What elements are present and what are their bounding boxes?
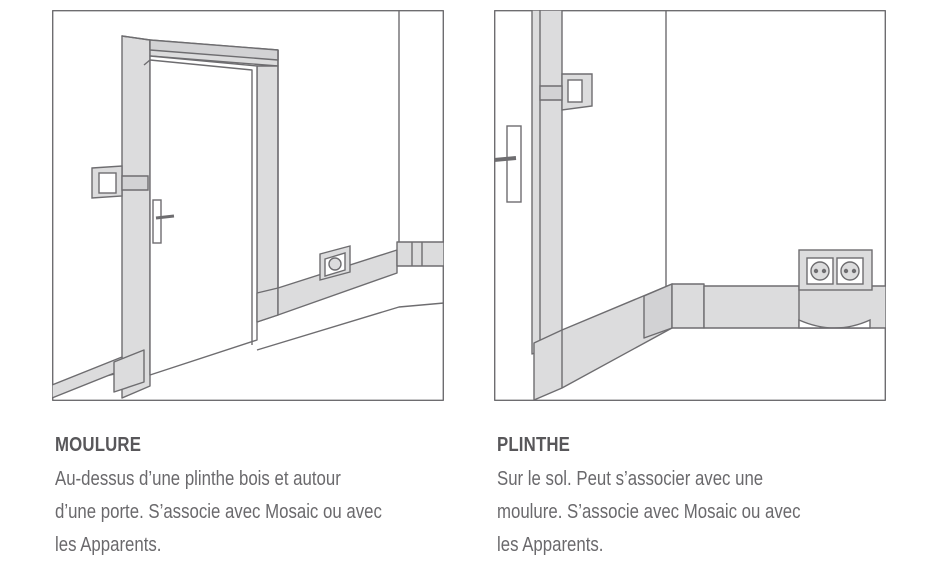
moulure-description	[55, 463, 441, 562]
plinthe-description-line: moulure. S’associe avec Mosaic ou avec	[497, 501, 801, 523]
plinthe-caption	[497, 434, 887, 562]
door-trim-vertical	[532, 10, 562, 354]
moulure-caption	[55, 434, 445, 562]
plinthe-illustration	[494, 10, 886, 401]
moulure-description-line: d’une porte. S’associe avec Mosaic ou avec	[55, 501, 382, 523]
moulure-illustration	[52, 10, 444, 401]
plinthe-trim	[534, 284, 886, 400]
plinthe-description-line: Sur le sol. Peut s’associer avec une	[497, 468, 764, 490]
plinthe-title: PLINTHE	[497, 434, 571, 456]
moulure-description-line: Au-dessus d’une plinthe bois et autour	[55, 468, 341, 490]
door-handle	[494, 126, 521, 202]
moulure-title: MOULURE	[55, 434, 142, 456]
plinthe-description-line: les Apparents.	[497, 534, 604, 556]
plinthe-description	[497, 463, 883, 562]
plinthe-drawing	[494, 10, 886, 401]
moulure-drawing	[52, 10, 444, 401]
moulure-description-line: les Apparents.	[55, 534, 162, 556]
